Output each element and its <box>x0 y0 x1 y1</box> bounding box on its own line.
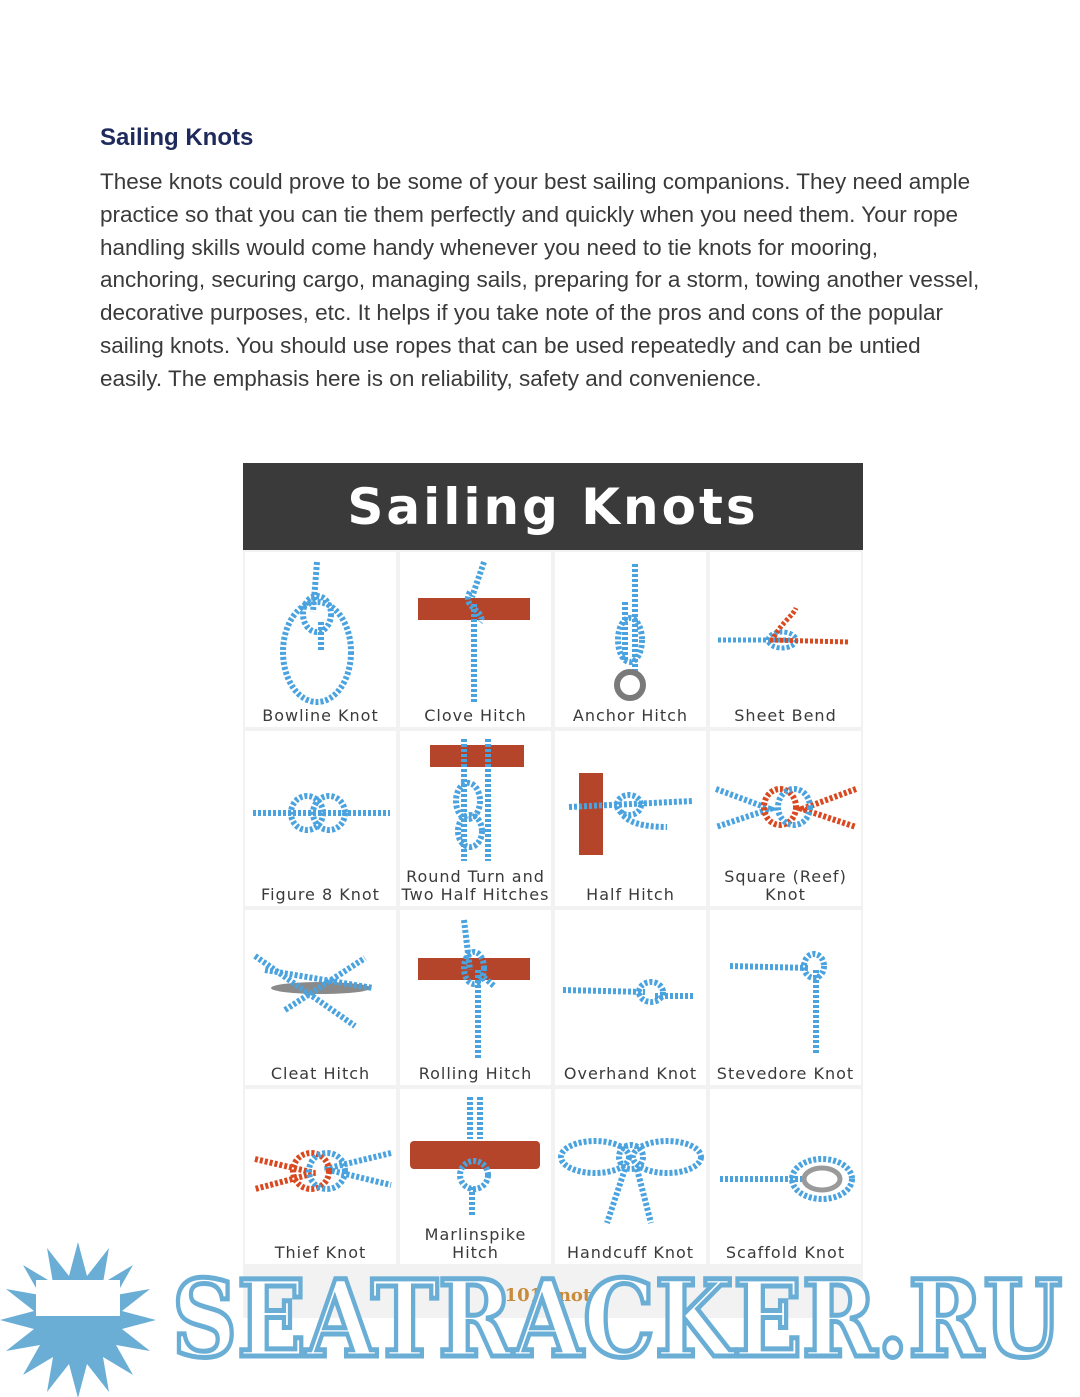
anchor-hitch-icon <box>555 552 706 727</box>
sheet-bend-icon <box>710 552 861 727</box>
sun-icon <box>0 1242 156 1397</box>
knot-grid <box>243 550 863 1266</box>
knot-cell <box>400 1089 551 1264</box>
knot-label: Scaffold Knot <box>725 1243 846 1262</box>
knot-cell <box>245 731 396 906</box>
section-heading: Sailing Knots <box>100 124 254 151</box>
knot-label: Thief Knot <box>274 1243 367 1262</box>
knot-label: Cleat Hitch <box>270 1064 371 1083</box>
knot-cell <box>400 552 551 727</box>
knot-label: Overhand Knot <box>563 1064 698 1083</box>
knot-label: Clove Hitch <box>424 706 527 725</box>
scaffold-knot-icon <box>710 1089 861 1264</box>
handcuff-knot-icon <box>555 1089 706 1264</box>
poster-title: Sailing Knots <box>243 463 863 550</box>
knot-cell <box>245 552 396 727</box>
knot-label: Half Hitch <box>586 885 675 904</box>
knot-cell <box>710 1089 861 1264</box>
knot-cell <box>710 910 861 1085</box>
cleat-hitch-icon <box>245 910 396 1085</box>
rolling-hitch-icon <box>400 910 551 1085</box>
stevedore-knot-icon <box>710 910 861 1085</box>
knot-label: Round Turn and Two Half Hitches <box>401 867 550 904</box>
overhand-knot-icon <box>555 910 706 1085</box>
half-hitch-icon <box>555 731 706 906</box>
knot-cell <box>245 1089 396 1264</box>
knot-label: Rolling Hitch <box>418 1064 533 1083</box>
knot-label: Sheet Bend <box>734 706 837 725</box>
thief-knot-icon <box>245 1089 396 1264</box>
knot-label: Bowline Knot <box>262 706 379 725</box>
knot-label: Anchor Hitch <box>572 706 689 725</box>
knot-cell <box>710 552 861 727</box>
knot-label: Square (Reef) Knot <box>724 867 847 904</box>
knot-label: Stevedore Knot <box>716 1064 855 1083</box>
knot-cell <box>555 1089 706 1264</box>
knot-cell <box>710 731 861 906</box>
watermark-text: SEATRACKER.RU <box>172 1256 1062 1381</box>
knot-cell <box>555 552 706 727</box>
knot-cell <box>400 910 551 1085</box>
bowline-knot-icon <box>245 552 396 727</box>
section-paragraph: These knots could prove to be some of your best sailing companions. They need ample practice so that you can tie them perfectly and quickly when you need them. Your rope handling skills would come handy whenever you need to tie knots for mooring, anchoring, securing cargo, managing sails, preparing for a storm, towing another vessel, decorative purposes, etc. It helps if you take note of the pros and cons of the popular sailing knots. You should use ropes that can be used repeatedly and can be untied easily. The emphasis here is on reliability, safety and convenience. <box>100 169 980 391</box>
watermark <box>0 1240 1080 1397</box>
knot-label: Figure 8 Knot <box>261 885 380 904</box>
sailing-knots-poster <box>243 463 863 1318</box>
knot-label: Handcuff Knot <box>566 1243 695 1262</box>
knot-cell <box>400 731 551 906</box>
figure-8-knot-icon <box>245 731 396 906</box>
knot-label: Marlinspike Hitch <box>424 1225 527 1262</box>
clove-hitch-icon <box>400 552 551 727</box>
knot-cell <box>245 910 396 1085</box>
brand-logo: 101Knots <box>504 1285 602 1306</box>
knot-cell <box>555 910 706 1085</box>
knot-cell <box>555 731 706 906</box>
